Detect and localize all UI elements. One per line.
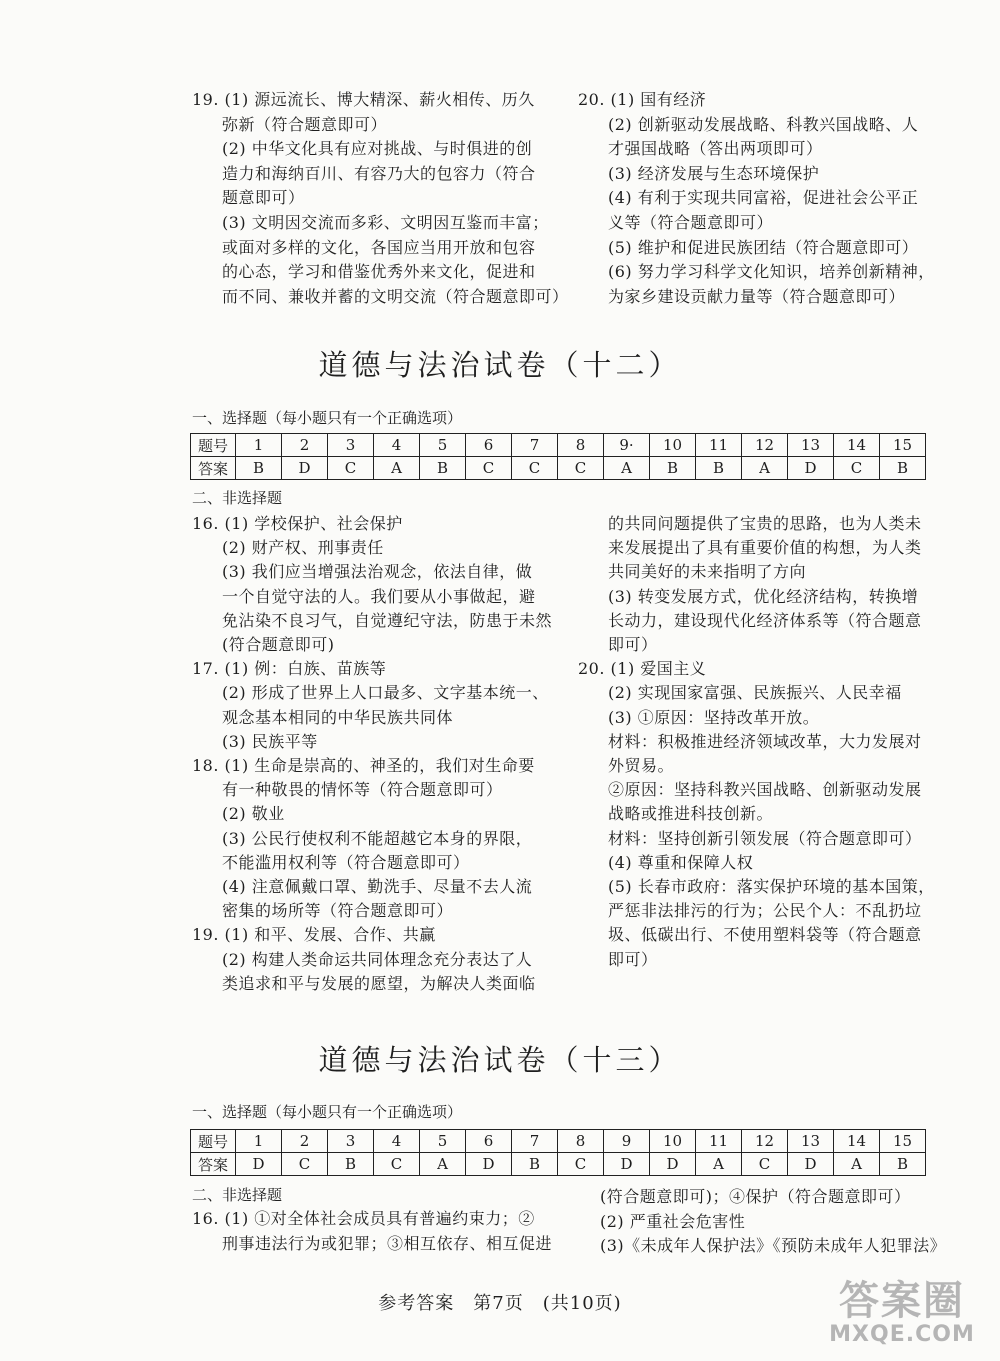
paper13-section1-heading: 一、选择题（每小题只有一个正确选项） xyxy=(192,1103,463,1121)
question-number-cell: 1 xyxy=(236,1130,282,1153)
answer-line: 的心态，学习和借鉴优秀外来文化，促进和 xyxy=(222,262,536,282)
table-row-label: 题号 xyxy=(191,434,236,457)
answer-line: (符合题意即可) xyxy=(222,635,335,654)
answer-cell: D xyxy=(788,1153,834,1176)
answer-line: 的共同问题提供了宝贵的思路，也为人类未 xyxy=(608,514,922,533)
answer-line: (3) 公民行使权利不能超越它本身的界限， xyxy=(222,828,533,848)
answer-line: (2) 财产权、刑事责任 xyxy=(222,538,384,558)
question-number-cell: 8 xyxy=(558,1130,604,1153)
answer-line: 来发展提出了具有重要价值的构想，为人类 xyxy=(608,538,922,558)
answer-line: 弥新（符合题意即可） xyxy=(222,114,388,134)
answer-cell: C xyxy=(328,457,374,480)
answer-line: 不能滥用权利等（符合题意即可） xyxy=(222,852,470,872)
question-number-cell: 15 xyxy=(880,1130,926,1153)
question-number-cell: 9 xyxy=(604,1130,650,1153)
answer-line: 题意即可） xyxy=(222,188,305,208)
answer-cell: B xyxy=(328,1153,374,1176)
answer-line: 一个自觉守法的人。我们要从小事做起，避 xyxy=(222,586,536,606)
question-number-cell: 6 xyxy=(466,1130,512,1153)
answer-line: 20. (1) 国有经济 xyxy=(578,90,707,109)
answer-line: (3) 我们应当增强法治观念，依法自律，做 xyxy=(222,562,533,582)
answer-cell: A xyxy=(374,457,420,480)
answer-line: 材料：积极推进经济领域改革，大力发展对 xyxy=(608,731,922,751)
answer-line: (符合题意即可)；④保护（符合题意即可） xyxy=(600,1187,911,1206)
answer-line: 即可） xyxy=(608,635,658,654)
answer-line: 为家乡建设贡献力量等（符合题意即可） xyxy=(608,286,906,306)
answer-cell: D xyxy=(650,1153,696,1176)
question-number-cell: 2 xyxy=(282,1130,328,1153)
question-number-cell: 8 xyxy=(558,434,604,457)
question-number-cell: 11 xyxy=(696,1130,742,1153)
answer-line: 刑事违法行为或犯罪；③相互依存、相互促进 xyxy=(222,1233,553,1253)
answer-line: 20. (1) 爱国主义 xyxy=(578,659,707,679)
answer-cell: B xyxy=(650,457,696,480)
question-number-cell: 2 xyxy=(282,434,328,457)
answer-line: (3) 经济发展与生态环境保护 xyxy=(608,163,820,183)
paper13-title: 道德与法治试卷（十三） xyxy=(318,1043,682,1077)
question-number-cell: 14 xyxy=(834,434,880,457)
answer-line: (6) 努力学习科学文化知识，培养创新精神， xyxy=(608,262,935,282)
question-number-cell: 12 xyxy=(742,434,788,457)
question-number-cell: 5 xyxy=(420,1130,466,1153)
answer-line: 长动力，建设现代化经济体系等（符合题意 xyxy=(608,610,922,630)
answer-cell: D xyxy=(788,457,834,480)
answer-line: 严惩非法排污的行为；公民个人：不乱扔垃 xyxy=(608,901,922,921)
answer-line: 而不同、兼收并蓄的文明交流（符合题意即可） xyxy=(222,286,569,306)
answer-line: (2) 严重社会危害性 xyxy=(600,1211,746,1231)
question-number-cell: 14 xyxy=(834,1130,880,1153)
answer-cell: D xyxy=(604,1153,650,1176)
answer-cell: C xyxy=(282,1153,328,1176)
answer-cell: D xyxy=(236,1153,282,1176)
answer-line: 类追求和平与发展的愿望，为解决人类面临 xyxy=(222,973,536,993)
answer-line: 造力和海纳百川、有容乃大的包容力（符合 xyxy=(222,163,536,183)
answer-cell: B xyxy=(880,457,926,480)
answer-line: 才强国战略（答出两项即可） xyxy=(608,139,823,159)
answer-line: ②原因：坚持科教兴国战略、创新驱动发展 xyxy=(608,780,922,800)
answer-line: (5) 维护和促进民族团结（符合题意即可） xyxy=(608,237,919,257)
answer-line: (3)《未成年人保护法》《预防未成年人犯罪法》 xyxy=(600,1236,947,1255)
answer-line: 密集的场所等（符合题意即可） xyxy=(222,901,454,921)
table-row-label: 答案 xyxy=(191,457,236,480)
answer-line: 即可） xyxy=(608,949,658,969)
answer-line: (2) 构建人类命运共同体理念充分表达了人 xyxy=(222,949,533,969)
answer-line: 共同美好的未来指明了方向 xyxy=(608,562,807,582)
question-number-cell: 13 xyxy=(788,1130,834,1153)
answer-line: (2) 中华文化具有应对挑战、与时俱进的创 xyxy=(222,139,533,159)
question-number-cell: 4 xyxy=(374,1130,420,1153)
answer-line: (2) 形成了世界上人口最多、文字基本统一、 xyxy=(222,683,549,703)
watermark-line2: MXQE.COM xyxy=(829,1322,975,1347)
answer-cell: B xyxy=(696,457,742,480)
answer-cell: C xyxy=(374,1153,420,1176)
answer-cell: B xyxy=(512,1153,558,1176)
answer-line: 圾、低碳出行、不使用塑料袋等（符合题意 xyxy=(608,925,922,945)
answer-line: (4) 注意佩戴口罩、勤洗手、尽量不去人流 xyxy=(222,877,533,896)
answer-line: (5) 长春市政府：落实保护环境的基本国策， xyxy=(608,877,935,896)
question-number-cell: 10 xyxy=(650,434,696,457)
answer-cell: C xyxy=(558,1153,604,1176)
page-footer: 参考答案 第7页 (共10页) xyxy=(378,1293,622,1314)
question-number-cell: 13 xyxy=(788,434,834,457)
question-number-cell: 1 xyxy=(236,434,282,457)
answer-cell: C xyxy=(512,457,558,480)
watermark-logo xyxy=(814,1279,990,1355)
answer-line: (2) 实现国家富强、民族振兴、人民幸福 xyxy=(608,683,902,703)
answer-line: 17. (1) 例：白族、苗族等 xyxy=(192,659,387,679)
answer-line: 有一种敬畏的情怀等（符合题意即可） xyxy=(222,780,503,800)
answer-line: 16. (1) 学校保护、社会保护 xyxy=(192,514,403,533)
answer-line: (3) ①原因：坚持改革开放。 xyxy=(608,707,820,727)
answer-cell: D xyxy=(466,1153,512,1176)
answer-line: 免沾染不良习气，自觉遵纪守法，防患于未然 xyxy=(222,610,553,630)
answer-cell: A xyxy=(420,1153,466,1176)
answer-line: 外贸易。 xyxy=(608,756,675,775)
answer-line: 16. (1) ①对全体社会成员具有普遍约束力；② xyxy=(192,1209,535,1228)
question-number-cell: 5 xyxy=(420,434,466,457)
watermark-line1: 答案圈 xyxy=(839,1278,965,1324)
question-number-cell: 9· xyxy=(604,434,650,457)
question-number-cell: 12 xyxy=(742,1130,788,1153)
paper12-title: 道德与法治试卷（十二） xyxy=(318,348,682,382)
table-row-label: 答案 xyxy=(191,1153,236,1176)
question-number-cell: 10 xyxy=(650,1130,696,1153)
answer-cell: B xyxy=(880,1153,926,1176)
answer-line: (4) 尊重和保障人权 xyxy=(608,852,754,872)
question-number-cell: 7 xyxy=(512,434,558,457)
answer-cell: D xyxy=(282,457,328,480)
question-number-cell: 11 xyxy=(696,434,742,457)
answer-line: (3) 转变发展方式，优化经济结构，转换增 xyxy=(608,586,919,606)
paper12-section2-heading: 二、非选择题 xyxy=(192,489,283,507)
answer-line: 19. (1) 源远流长、博大精深、薪火相传、历久 xyxy=(192,90,535,109)
paper12-answer-table xyxy=(190,433,926,480)
answer-line: 或面对多样的文化，各国应当用开放和包容 xyxy=(222,237,536,257)
answer-cell: A xyxy=(696,1153,742,1176)
table-row-label: 题号 xyxy=(191,1130,236,1153)
answer-cell: C xyxy=(466,457,512,480)
question-number-cell: 3 xyxy=(328,1130,374,1153)
answer-line: 19. (1) 和平、发展、合作、共赢 xyxy=(192,925,436,945)
answer-line: (3) 文明因交流而多彩、文明因互鉴而丰富； xyxy=(222,213,549,232)
paper13-answer-table xyxy=(190,1129,926,1176)
answer-cell: A xyxy=(742,457,788,480)
answer-cell: C xyxy=(834,457,880,480)
answer-line: (2) 敬业 xyxy=(222,804,285,824)
answer-cell: C xyxy=(742,1153,788,1176)
answer-line: (2) 创新驱动发展战略、科教兴国战略、人 xyxy=(608,114,919,134)
question-number-cell: 6 xyxy=(466,434,512,457)
paper12-section1-heading: 一、选择题（每小题只有一个正确选项） xyxy=(192,409,463,427)
question-number-cell: 4 xyxy=(374,434,420,457)
answer-line: 材料：坚持创新引领发展（符合题意即可） xyxy=(608,828,922,848)
question-number-cell: 3 xyxy=(328,434,374,457)
answer-line: 战略或推进科技创新。 xyxy=(608,804,774,824)
question-number-cell: 7 xyxy=(512,1130,558,1153)
answer-line: 义等（符合题意即可） xyxy=(608,213,774,232)
paper13-section2-heading: 二、非选择题 xyxy=(192,1186,283,1204)
answer-cell: A xyxy=(834,1153,880,1176)
answer-line: (4) 有利于实现共同富裕，促进社会公平正 xyxy=(608,188,919,208)
answer-line: 18. (1) 生命是崇高的、神圣的，我们对生命要 xyxy=(192,756,535,775)
answer-cell: C xyxy=(558,457,604,480)
answer-line: 观念基本相同的中华民族共同体 xyxy=(222,707,454,727)
answer-cell: B xyxy=(420,457,466,480)
question-number-cell: 15 xyxy=(880,434,926,457)
answer-cell: A xyxy=(604,457,650,480)
answer-cell: B xyxy=(236,457,282,480)
answer-line: (3) 民族平等 xyxy=(222,731,318,751)
